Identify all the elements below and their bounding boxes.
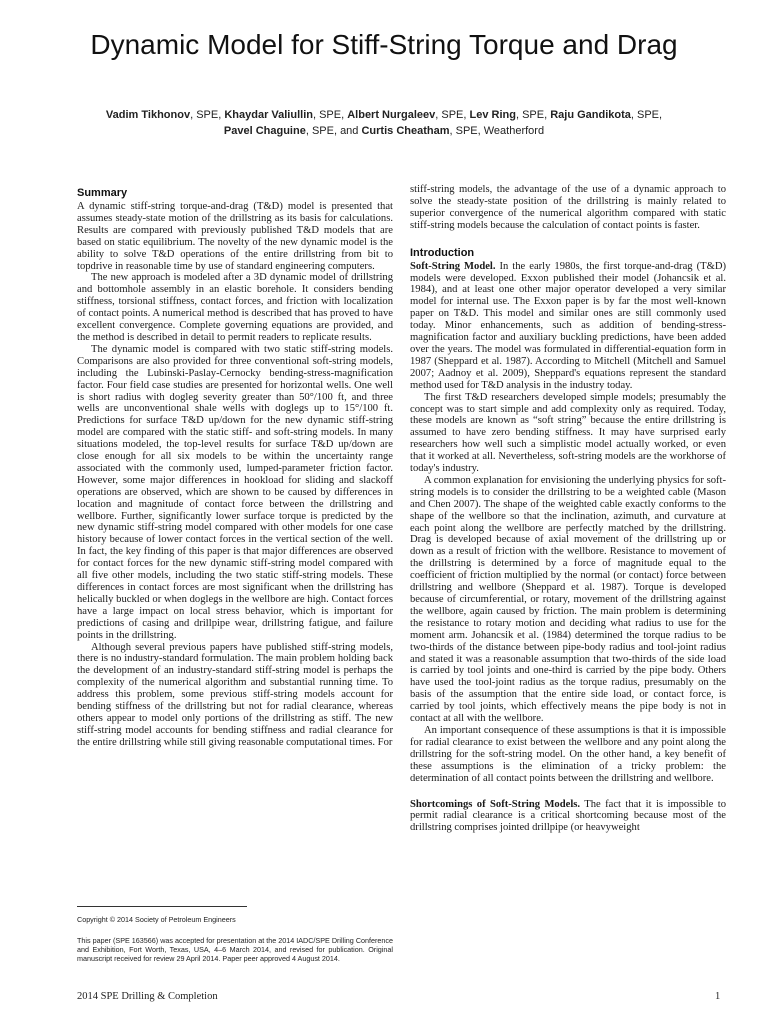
author-affiliation: , SPE, [630, 109, 663, 121]
author-name: Khaydar Valiullin [224, 109, 313, 121]
author-affiliation: , SPE, Weatherford [449, 125, 545, 137]
page-number: 1 [715, 991, 721, 1002]
shortcomings-text: The fact that it is impossible to permit radial clearance is a critical shortcoming because most of the drillstring comprises jointed drillpipe (or heavyweight [410, 798, 726, 834]
author-affiliation: , SPE, and [305, 125, 362, 137]
journal-footer: 2014 SPE Drilling & Completion [77, 991, 218, 1002]
author-list [60, 107, 708, 139]
summary-paragraph: The dynamic model is compared with two static stiff-string models. Comparisons are also provided for three conventional soft-string models, including the Lubinski-Paslay-Cernocky bending-stress-magnification factor. Four field case studies are presented for horizontal wells. One well is short radius with dogleg severity greater than 50°/100 ft, and three wells are unconventional shale wells with doglegs up to 15°/100 ft. Predictions for surface T&D up/down for the new dynamic stiff-string model are compared with the static stiff- and soft-string models. In many situations modeled, the top-level results for surface T&D up/down are close enough for all six models to be within the uncertainty range associated with the commonly used, lumped-parameter friction factor. However, some major differences in hookload for sliding and slackoff operations are observed, which are shown to be caused by differences in location and magnitude of contact force between the drillstring and wellbore. Further, significantly lower surface torque is predicted by the new dynamic stiff-string model compared with other models for one case history because of lower contact forces in the vertical section of the well. In fact, the key finding of this paper is that major differences are observed for contact forces for the new dynamic stiff-string model compared with all five other models, including the two static stiff-string models. These differences in contact forces are most significant when the drillstring has helically buckled or when doglegs in the wellbore are high. Contact forces have a large impact on local stress behavior, which is important for predictions of casing and drillpipe wear, drillstring fatigue, and failure points in the drillstring. [77, 343, 393, 641]
introduction-heading: Introduction [410, 246, 475, 259]
softstring-runin-heading: Soft-String Model. [410, 260, 496, 272]
footnote-divider [77, 906, 247, 907]
author-name: Albert Nurgaleev [347, 109, 436, 121]
summary-heading: Summary [77, 187, 128, 199]
summary-paragraph: Although several previous papers have published stiff-string models, there is no industry-standard formulation. The main problem holding back the development of an industry-standard stiff-string model is perhaps the complexity of the numerical algorithm and substantial running time. To address this problem, some previous stiff-string models account for bending stiffness of the drillstring but not for radial clearance, whereas others appear to model only portions of the drillstring as stiff. The new stiff-string model accounts for bending stiffness and radial clearance for the entire drillstring while still giving reasonable computational times. For [77, 641, 393, 748]
softstring-paragraph [410, 261, 726, 392]
author-affiliation: , SPE, [435, 109, 470, 121]
copyright-notice: Copyright © 2014 Society of Petroleum Engineers [77, 915, 236, 924]
author-name: Lev Ring [469, 109, 516, 121]
summary-continuation: stiff-string models, the advantage of the use of a dynamic approach to solve the steady-state position of the drillstring is mainly related to superior convergence of the numerical algorithm compared with static stiff-string models because the calculation of contact points is faster. [410, 184, 726, 231]
author-affiliation: , SPE, [312, 109, 348, 121]
author-name: Curtis Cheatham [361, 125, 450, 137]
intro-paragraph: The first T&D researchers developed simple models; presumably the concept was to start simple and add complexity only as required. Today, these models are known as “soft string” because the entire drillstring is assumed to have zero bending stiffness. It may have surprised early researchers how well such a simplistic model actually worked, or even that it worked at all. Nevertheless, soft-string models are the workhorse of today's industry. [410, 391, 726, 475]
summary-paragraph: The new approach is modeled after a 3D dynamic model of drillstring and bottomhole assembly in an elastic borehole. It considers bending stiffness, torsional stiffness, contact forces, and friction with localization of contact points. A numerical method is described that has proved to have excellent convergence. Complete governing equations are provided, and the method is described in detail to permit readers to replicate results. [77, 272, 393, 343]
author-affiliation: , SPE, [190, 109, 225, 121]
softstring-text: In the early 1980s, the first torque-and-drag (T&D) models were developed. Exxon published their model (Johancsik et al. 1984), and at least one other major operator developed a very similar model for internal use. The Exxon paper is by far the most well-known paper on T&D. This model and similar ones are still commonly used today. Minor enhancements, such as addition of bending-stress-magnification factor and auxiliary buckling predictions, have been added over the years. The model was formulated in differential-equation form in 1987 (Sheppard et al. 1987). According to Mitchell (Mitchell and Samuel 2007; Aadnoy et al. 2009), Sheppard's equations represent the standard method used for T&D analysis in the industry today. [410, 260, 726, 391]
shortcomings-paragraph [410, 799, 726, 835]
author-name: Raju Gandikota [550, 109, 631, 121]
author-name: Pavel Chaguine [223, 125, 306, 137]
left-column [77, 186, 393, 749]
author-affiliation: , SPE, [515, 109, 551, 121]
paper-title: Dynamic Model for Stiff-String Torque and Drag [90, 29, 678, 60]
right-column [410, 184, 726, 834]
shortcomings-runin-heading: Shortcomings of Soft-String Models. [410, 798, 581, 810]
intro-paragraph: A common explanation for envisioning the underlying physics for soft-string models is to consider the drillstring to be a weighted cable (Mason and Chen 2007). The shape of the weighted cable exactly conforms to the shape of the wellbore so that the inclination, azimuth, and curvature at each point along the wellbore are perfectly matched by the drillstring. Drag is developed because of axial movement of the drillstring up or down as a result of friction with the wellbore. Resistance to movement of the drillstring is determined by a force of magnitude equal to the coefficient of friction multiplied by the normal (or contact) force between drillstring and wellbore (Sheppard et al. 1987). Torque is developed because of circumferential, or rotary, movement of the drillstring against the wellbore, again caused by friction. The main problem is determining the resistance to rotary motion and deciding what radius to use for the moment arm. Johancsik et al. (1984) determined the torque radius to be two-thirds of the distance between pipe-body radius and tool-joint radius and stated it was a reasonable assumption that two-thirds of the side load is carried by tool joints and one-third is carried by the pipe body. Others have used the tool-joint radius as the torque radius, presumably on the basis of the assumption that the entire side load, or contact force, is carried by tool joints, which effectively means the pipe body is not in contact at all with the wellbore. [410, 474, 726, 725]
publication-footnote: This paper (SPE 163566) was accepted for presentation at the 2014 IADC/SPE Drilling Conference and Exhibition, Fort Worth, Texas, USA, 4–6 March 2014, and revised for publication. Original manuscript received for review 29 April 2014. Paper peer approved 4 August 2014. [77, 936, 393, 963]
author-name: Vadim Tikhonov [105, 109, 191, 121]
intro-paragraph: An important consequence of these assumptions is that it is impossible for radial clearance to exist between the wellbore and any point along the drillstring for the soft-string model. On the other hand, a key benefit of these assumptions is the elimination of a tricky problem: the determination of all contact points between the drillstring and wellbore. [410, 724, 726, 784]
summary-paragraph: A dynamic stiff-string torque-and-drag (T&D) model is presented that assumes steady-state motion of the drillstring as its basis for calculations. Results are compared with previously published T&D models that are based on static equilibrium. The novelty of the new dynamic model is the ability to solve T&D operations of the entire drillstring from bit to topdrive in reasonable time by use of standard engineering computers. [77, 201, 393, 272]
